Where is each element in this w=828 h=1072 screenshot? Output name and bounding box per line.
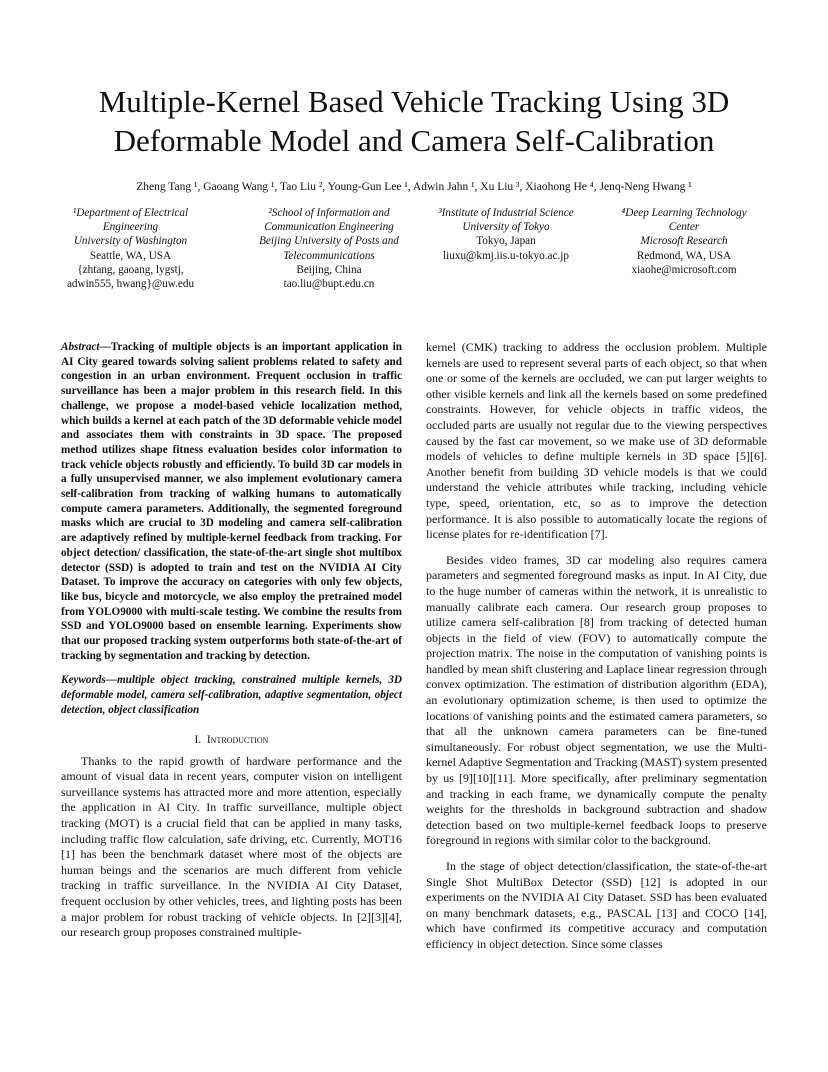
affiliation-line: University of Washington	[73, 235, 188, 248]
keywords: Keywords—multiple object tracking, constrained multiple kernels, 3D deformable model, camera self-calibration, adaptive segmentation, object detection, object classification	[61, 674, 402, 716]
affiliation-bupt	[240, 206, 418, 291]
affiliation-uw	[58, 206, 203, 291]
affiliation-email: liuxu@kmj.iis.u-tokyo.ac.jp	[443, 249, 569, 262]
affiliation-location: Beijing, China	[296, 263, 362, 276]
abstract-label: Abstract	[61, 341, 100, 353]
body-paragraph: kernel (CMK) tracking to address the occlusion problem. Multiple kernels are used to represent several parts of each object, so that when one or some of the kernels are occluded, we can put larger weights to other visible kernels and link all the kernels based on some predefined constraints. However, for vehicle objects in traffic videos, the occluded parts are usually not regular due to the viewing perspectives caused by the fast car movement, so we make use of 3D deformable models of vehicles to define multiple kernels in 3D space [5][6]. Another benefit from building 3D vehicle models is that we could understand the vehicle attributes while tracking, including vehicle type, speed, orientation, etc, so as to improve the detection performance. It is also possible to automatically locate the regions of license plates for re-identification [7].	[426, 340, 767, 542]
affiliation-line: Engineering	[102, 221, 159, 234]
affiliation-email: tao.liu@bupt.edu.cn	[283, 278, 375, 291]
affiliation-line: Center	[668, 221, 700, 234]
affiliation-email: {zhtang, gaoang, lygstj,	[77, 263, 184, 276]
section-title: Introduction	[206, 733, 269, 746]
left-column	[61, 340, 402, 941]
affiliation-line: Microsoft Research	[640, 235, 728, 248]
title-line-2: Deformable Model and Camera Self-Calibration	[113, 123, 715, 158]
author-list: Zheng Tang ¹, Gaoang Wang ¹, Tao Liu ², Young-Gun Lee ¹, Adwin Jahn ¹, Xu Liu ³, Xiaohong He ⁴, Jenq-Neng Hwang ¹	[136, 181, 692, 193]
affiliation-email: adwin555, hwang}@uw.edu	[66, 278, 195, 291]
affiliation-location: Tokyo, Japan	[476, 235, 536, 248]
affiliation-line: University of Tokyo	[462, 221, 550, 234]
body-paragraph: In the stage of object detection/classification, the state-of-the-art Single Shot MultiBox Detector (SSD) [12] is adopted in our experiments on the NVIDIA AI City Dataset. SSD has been evaluated on many benchmark datasets, e.g., PASCAL [13] and COCO [14], which have confirmed its competitive accuracy and computation efficiency in object detection. Since some classes	[426, 859, 767, 951]
affiliation-tokyo	[418, 206, 594, 263]
affiliation-line: Communication Engineering	[264, 221, 394, 234]
affiliation-line: ¹Department of Electrical	[72, 207, 189, 219]
affiliation-line: Telecommunications	[283, 249, 375, 262]
affiliation-email: xiaohe@microsoft.com	[631, 263, 737, 276]
body-paragraph: Besides video frames, 3D car modeling also requires camera parameters and segmented foreground masks as input. In AI City, due to the huge number of cameras within the network, it is unrealistic to manually calibrate each camera. Our research group proposes to utilize camera self-calibration [8] from tracking of detected human objects in the field of view (FOV) to automatically compute the projection matrix. The noise in the computation of vanishing points is handled by mean shift clustering and Laplace linear regression through convex optimization. The estimation of distribution algorithm (EDA), an evolutionary optimization scheme, is then used to optimize the locations of vanishing points and the estimated camera parameters, so that all the unknown camera parameters can be fine-tuned simultaneously. For robust object segmentation, we use the Multi-kernel Adaptive Segmentation and Tracking (MAST) system presented by us [9][10][11]. More specifically, after preliminary segmentation and tracking in each frame, we dynamically compute the penalty weights for the thresholds in background subtraction and shadow detection based on two multiple-kernel feedback loops to preserve foreground in regions with similar color to the background.	[426, 552, 767, 848]
affiliation-microsoft	[604, 206, 764, 277]
affiliation-line: ⁴Deep Learning Technology	[621, 207, 747, 219]
section-heading	[61, 733, 402, 748]
right-column	[426, 340, 767, 953]
paper-title	[40, 82, 788, 160]
affiliation-location: Redmond, WA, USA	[636, 249, 732, 262]
abstract	[61, 340, 402, 663]
abstract-text: —Tracking of multiple objects is an important application in AI City geared towards solving salient problems related to safety and congestion in an urban environment. Frequent occlusion in traffic surveillance has been a major problem in this research field. In this challenge, we propose a model-based vehicle localization method, which builds a kernel at each patch of the 3D deformable vehicle model and associates them with constraints in 3D space. The proposed method utilizes shape fitness evaluation besides color information to track vehicle objects robustly and efficiently. To build 3D car models in a fully unsupervised manner, we also implement evolutionary camera self-calibration from tracking of walking humans to automatically compute camera parameters. Additionally, the segmented foreground masks which are crucial to 3D modeling and camera self-calibration are adaptively refined by multiple-kernel feedback from tracking. For object detection/ classification, the state-of-the-art single shot multibox detector (SSD) is adopted to train and test on the NVIDIA AI City Dataset. To improve the accuracy on categories with only few objects, like bus, bicycle and motorcycle, we also employ the pretrained model from YOLO9000 with multi-scale testing. We combine the results from SSD and YOLO9000 based on ensemble learning. Experiments show that our proposed tracking system outperforms both state-of-the-art of tracking by segmentation and tracking by detection.	[61, 341, 402, 662]
affiliation-line: Beijing University of Posts and	[259, 235, 399, 248]
affiliation-line: ²School of Information and	[268, 207, 390, 219]
affiliation-location: Seattle, WA, USA	[89, 249, 172, 262]
intro-paragraph: Thanks to the rapid growth of hardware performance and the amount of visual data in recent years, computer vision on intelligent surveillance systems has attracted more and more attention, especially the application in AI City. In traffic surveillance, multiple object tracking (MOT) is a crucial field that can be applied in many tasks, including traffic flow calculation, safe driving, etc. Currently, MOT16 [1] has been the benchmark dataset where most of the objects are human beings and the scenarios are much different from vehicle tracking in traffic surveillance. In the NVIDIA AI City Dataset, frequent occlusion by other vehicles, trees, and lighting posts has been a major problem for robust tracking of vehicle objects. In [2][3][4], our research group proposes constrained multiple-	[61, 753, 402, 940]
title-line-1: Multiple-Kernel Based Vehicle Tracking Using 3D	[98, 84, 730, 119]
section-number: I.	[194, 733, 202, 746]
affiliation-line: ³Institute of Industrial Science	[438, 207, 574, 219]
